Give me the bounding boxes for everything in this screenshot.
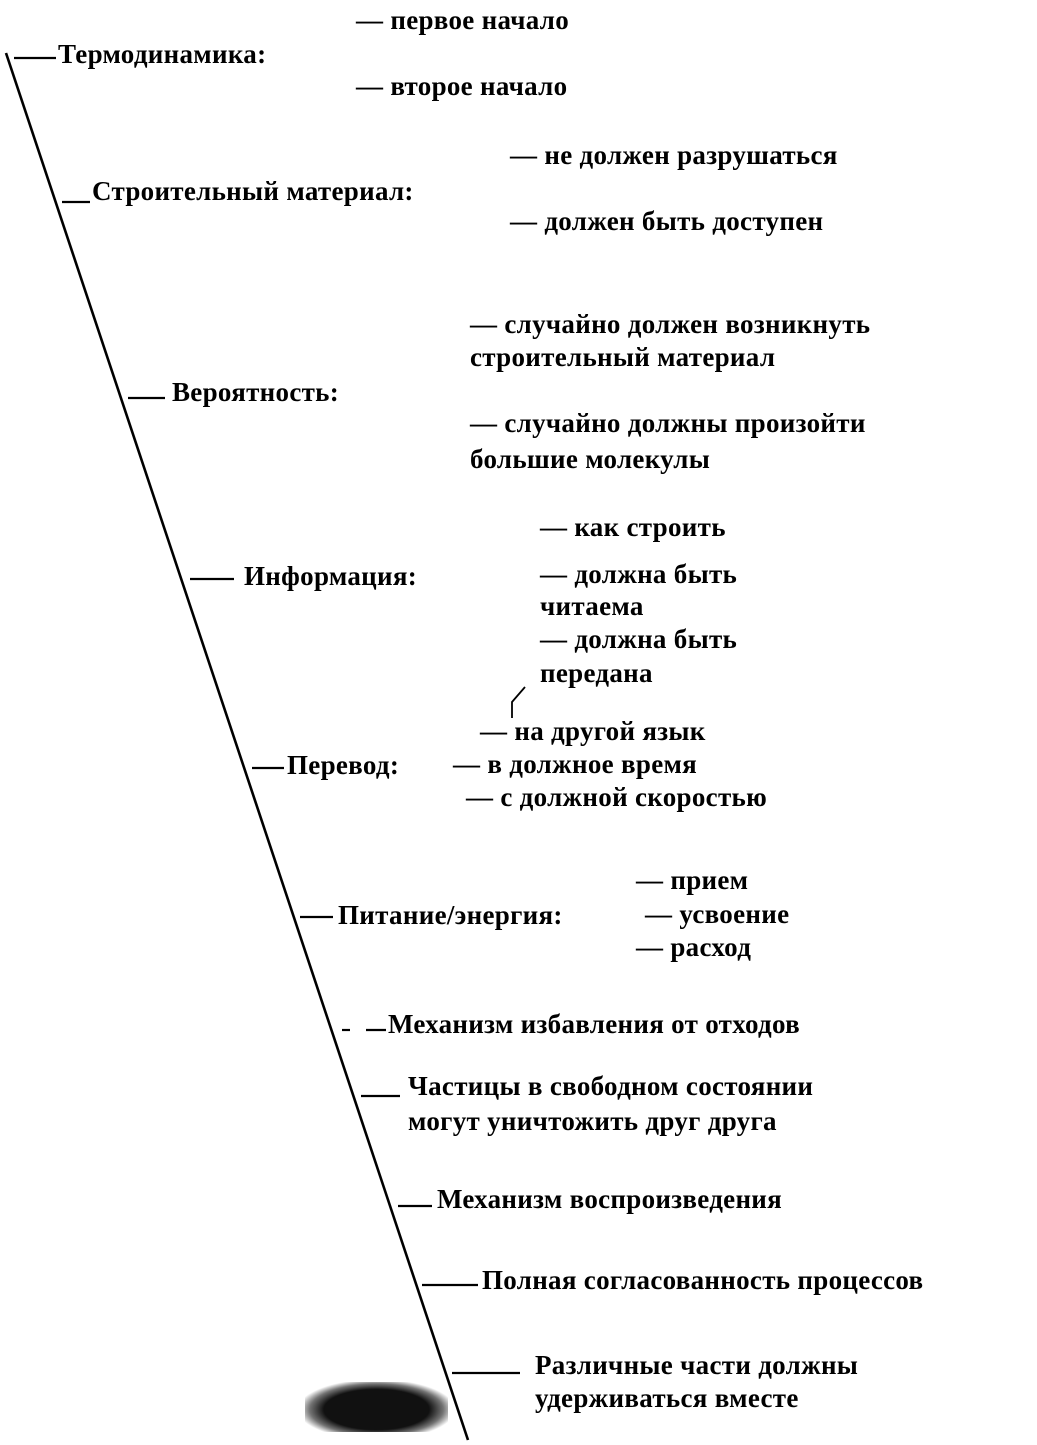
item-proper-speed: — с должной скоростью <box>466 782 768 812</box>
label-translation: Перевод: <box>287 750 400 780</box>
item-intake: — прием <box>636 865 749 895</box>
item-second-law: — второе начало <box>356 71 568 101</box>
item-random-material-line1: — случайно должен возникнуть <box>470 309 871 339</box>
label-thermodynamics: Термодинамика: <box>58 39 267 69</box>
label-nutrition-energy: Питание/энергия: <box>338 900 563 930</box>
item-assimilation: — усвоение <box>645 899 790 929</box>
item-random-molecules-line2: большие молекулы <box>470 444 711 474</box>
item-must-be-readable-line2: читаема <box>540 591 644 621</box>
label-full-coordination: Полная согласованность процессов <box>482 1265 924 1295</box>
label-cohesion-line1: Различные части должны <box>535 1350 859 1380</box>
label-particles-line2: могут уничтожить друг друга <box>408 1106 777 1136</box>
item-must-be-readable-line1: — должна быть <box>540 559 738 589</box>
item-other-language: — на другой язык <box>480 716 706 746</box>
item-must-be-available: — должен быть доступен <box>510 206 824 236</box>
item-how-to-build: — как строить <box>540 512 726 542</box>
label-building-material: Строительный материал: <box>92 176 414 206</box>
item-must-be-transmitted-line2: передана <box>540 658 653 688</box>
item-first-law: — первое начало <box>356 5 570 35</box>
item-random-material-line2: строительный материал <box>470 342 776 372</box>
label-cohesion-line2: удерживаться вместе <box>535 1383 799 1413</box>
label-particles-line1: Частицы в свободном состоянии <box>408 1071 814 1101</box>
item-expenditure: — расход <box>636 932 752 962</box>
label-waste-mechanism: Механизм избавления от отходов <box>388 1009 800 1039</box>
item-proper-time: — в должное время <box>453 749 698 779</box>
translation-connector-stroke <box>512 687 525 718</box>
item-must-not-decay: — не должен разрушаться <box>510 140 838 170</box>
ink-smudge <box>305 1382 448 1432</box>
label-reproduction-mechanism: Механизм воспроизведения <box>437 1184 783 1214</box>
label-information: Информация: <box>244 561 418 591</box>
main-diagonal-line <box>6 53 468 1440</box>
item-must-be-transmitted-line1: — должна быть <box>540 624 738 654</box>
item-random-molecules-line1: — случайно должны произойти <box>470 408 866 438</box>
label-probability: Вероятность: <box>172 377 340 407</box>
